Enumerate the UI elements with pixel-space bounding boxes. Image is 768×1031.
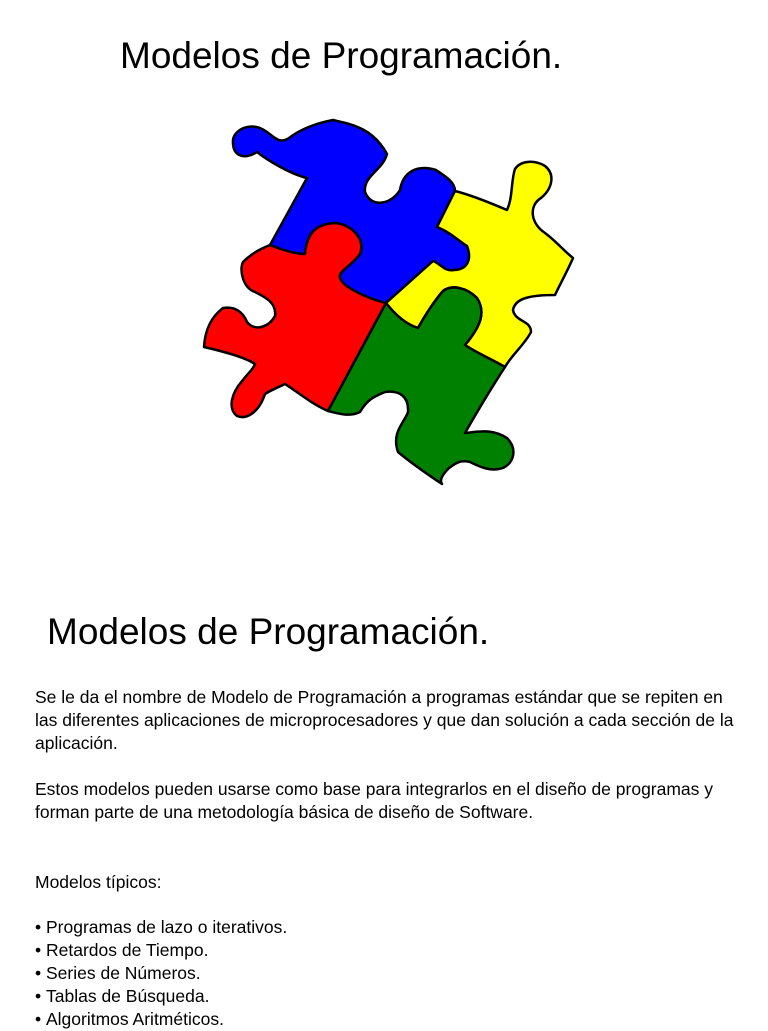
description-paragraph: Estos modelos pueden usarse como base para integrarlos en el diseño de programas y forman parte de una metodología básica de diseño de Software.	[35, 779, 714, 822]
page-title: Modelos de Programación.	[120, 35, 563, 76]
intro-paragraph: Se le da el nombre de Modelo de Programación a programas estándar que se repiten en las diferentes aplicaciones de microprocesadores y que dan solución a cada sección de la aplicación.	[35, 687, 734, 753]
list-item: • Series de Números.	[35, 962, 287, 985]
list-item: • Algoritmos Aritméticos.	[35, 1008, 287, 1031]
list-item: • Programas de lazo o iterativos.	[35, 916, 287, 939]
list-item: • Retardos de Tiempo.	[35, 939, 287, 962]
models-list	[35, 916, 287, 1031]
list-item: • Tablas de Búsqueda.	[35, 985, 287, 1008]
list-intro: Modelos típicos:	[35, 872, 162, 892]
section-heading: Modelos de Programación.	[47, 611, 490, 652]
puzzle-illustration	[195, 112, 585, 492]
